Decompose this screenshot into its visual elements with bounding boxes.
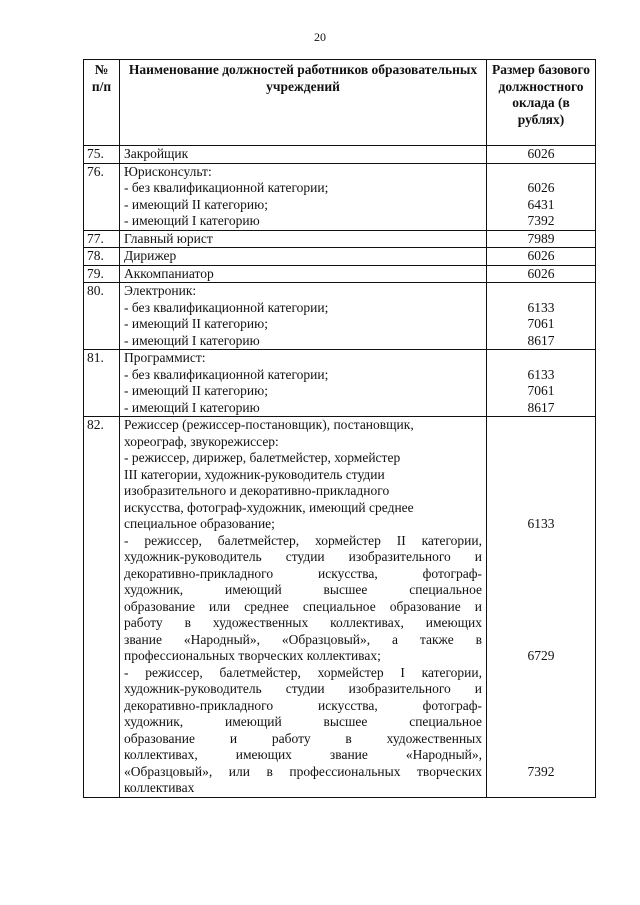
position-line: - имеющий II категорию; xyxy=(124,196,268,212)
salary-cell xyxy=(487,146,596,164)
salary-spacer xyxy=(491,549,591,566)
position-line: декоративно-прикладного искусства, фотограф- xyxy=(124,697,482,713)
salary-value: 6133 xyxy=(527,366,555,382)
position-line: Электроник: xyxy=(124,283,197,298)
salary-spacer xyxy=(491,632,591,649)
table-body xyxy=(84,146,596,798)
table-row xyxy=(84,146,596,164)
position-line: коллективах xyxy=(124,780,195,795)
position-line: хореограф, звукорежиссер: xyxy=(124,433,279,449)
position-line: - режиссер, балетмейстер, хормейстер II категории, xyxy=(124,532,482,548)
salary-value xyxy=(491,283,591,300)
salary-value xyxy=(491,164,591,181)
row-number: 76. xyxy=(84,163,120,230)
position-line: - режиссер, дирижер, балетмейстер, хормейстер xyxy=(124,450,401,465)
position-line: - без квалификационной категории; xyxy=(124,180,329,195)
table-row xyxy=(84,283,596,350)
table-row xyxy=(84,350,596,417)
salary-value: 6431 xyxy=(527,196,555,212)
position-line: художник, имеющий высшее специальное xyxy=(124,582,482,597)
salary-value: 6026 xyxy=(527,265,555,281)
header-num: № п/п xyxy=(84,60,120,146)
table-row xyxy=(84,163,596,230)
position-line: Дирижер xyxy=(124,248,177,263)
position-line: декоративно-прикладного искусства, фотограф- xyxy=(124,565,482,581)
salary-spacer xyxy=(491,599,591,616)
position-line: искусства, фотограф-художник, имеющий среднее xyxy=(124,499,414,515)
table-row xyxy=(84,230,596,248)
salary-spacer xyxy=(491,747,591,764)
salary-value: 6026 xyxy=(527,248,555,263)
position-cell xyxy=(120,283,487,350)
position-cell xyxy=(120,248,487,266)
position-cell xyxy=(120,146,487,164)
row-number: 81. xyxy=(84,350,120,417)
position-line: образование или среднее специальное образование и xyxy=(124,598,482,614)
salary-cell xyxy=(487,265,596,283)
salary-value: 7061 xyxy=(527,383,555,398)
salary-cell xyxy=(487,230,596,248)
position-cell xyxy=(120,230,487,248)
salary-spacer xyxy=(491,483,591,500)
salary-value: 7989 xyxy=(527,230,555,246)
position-line: - имеющий I категорию xyxy=(124,213,260,228)
position-line: Юрисконсульт: xyxy=(124,163,212,179)
salary-spacer xyxy=(491,681,591,698)
salary-value: 7392 xyxy=(527,213,555,228)
position-line: - имеющий II категорию; xyxy=(124,316,268,331)
row-number: 75. xyxy=(84,146,120,164)
salary-spacer xyxy=(491,450,591,467)
salary-value: 6026 xyxy=(527,146,555,161)
position-cell xyxy=(120,417,487,798)
salary-spacer xyxy=(491,533,591,550)
position-line: - имеющий I категорию xyxy=(124,399,260,415)
row-number: 77. xyxy=(84,230,120,248)
row-number: 80. xyxy=(84,283,120,350)
row-number: 82. xyxy=(84,417,120,798)
salary-value: 6729 xyxy=(527,648,555,663)
salary-spacer xyxy=(491,434,591,451)
salary-spacer xyxy=(491,731,591,748)
position-line: профессиональных творческих коллективах; xyxy=(124,648,381,663)
table-row xyxy=(84,417,596,798)
salary-spacer xyxy=(491,698,591,715)
row-number: 78. xyxy=(84,248,120,266)
header-salary: Размер базового должностного оклада (в рублях) xyxy=(487,60,596,146)
position-line: Главный юрист xyxy=(124,230,213,246)
salary-cell xyxy=(487,163,596,230)
position-line: изобразительного и декоративно-прикладного xyxy=(124,483,390,498)
position-line: - без квалификационной категории; xyxy=(124,366,329,382)
position-line: Программист: xyxy=(124,350,206,365)
position-line: - имеющий II категорию; xyxy=(124,383,268,398)
salary-spacer xyxy=(491,780,591,797)
table-header-row xyxy=(84,60,596,146)
position-line: образование и работу в художественных xyxy=(124,730,482,746)
position-cell xyxy=(120,350,487,417)
salary-spacer xyxy=(491,615,591,632)
salary-value: 7061 xyxy=(527,316,555,331)
position-line: III категории, художник-руководитель студии xyxy=(124,466,385,482)
position-line: - имеющий I категорию xyxy=(124,332,260,348)
salary-spacer xyxy=(491,500,591,517)
salary-cell xyxy=(487,417,596,798)
position-line: художник, имеющий высшее специальное xyxy=(124,714,482,729)
salary-cell xyxy=(487,248,596,266)
salary-spacer xyxy=(491,417,591,434)
position-line: «Образцовый», или в профессиональных творческих xyxy=(124,763,482,779)
position-line: Закройщик xyxy=(124,146,189,161)
header-title: Наименование должностей работников образовательных учреждений xyxy=(120,60,487,146)
salary-value: 8617 xyxy=(527,399,555,415)
position-line: коллективах, имеющих звание «Народный», xyxy=(124,747,482,762)
salary-value: 6133 xyxy=(527,299,555,315)
position-line: работу в художественных коллективах, имеющих xyxy=(124,615,482,630)
salary-spacer xyxy=(491,714,591,731)
position-cell xyxy=(120,163,487,230)
salary-cell xyxy=(487,350,596,417)
position-line: звание «Народный», «Образцовый», а также в xyxy=(124,631,482,647)
salary-value: 7392 xyxy=(527,763,555,779)
position-cell xyxy=(120,265,487,283)
table-row xyxy=(84,265,596,283)
position-line: специальное образование; xyxy=(124,516,275,531)
salary-value: 6133 xyxy=(527,516,555,531)
position-line: художник-руководитель студии изобразительного и xyxy=(124,681,482,696)
position-line: - без квалификационной категории; xyxy=(124,299,329,315)
row-number: 79. xyxy=(84,265,120,283)
position-line: Аккомпаниатор xyxy=(124,265,214,281)
salary-value: 8617 xyxy=(527,332,555,348)
salary-table xyxy=(83,59,596,798)
position-line: художник-руководитель студии изобразительного и xyxy=(124,549,482,564)
salary-spacer xyxy=(491,566,591,583)
position-line: Режиссер (режиссер-постановщик), постановщик, xyxy=(124,417,414,432)
table-row xyxy=(84,248,596,266)
salary-spacer xyxy=(491,467,591,484)
salary-value xyxy=(491,350,591,367)
salary-spacer xyxy=(491,582,591,599)
page-number: 20 xyxy=(314,30,326,44)
salary-value: 6026 xyxy=(527,180,555,195)
salary-spacer xyxy=(491,665,591,682)
position-line: - режиссер, балетмейстер, хормейстер I категории, xyxy=(124,664,482,680)
salary-cell xyxy=(487,283,596,350)
